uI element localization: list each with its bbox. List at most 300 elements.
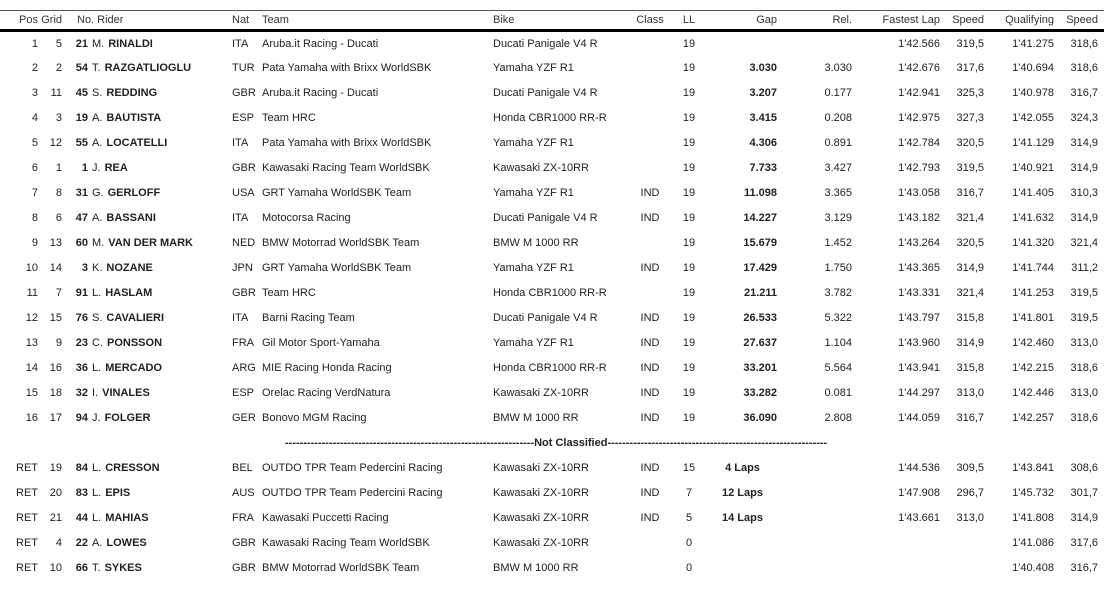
cell-gap: 4.306 xyxy=(749,137,777,149)
cell-pos: 10 xyxy=(25,262,38,274)
rider-initial: A. xyxy=(92,137,103,149)
cell-q_speed: 319,5 xyxy=(1070,312,1098,324)
cell-rider xyxy=(62,406,230,431)
cell-ll: 19 xyxy=(682,187,696,199)
cell-speed xyxy=(942,531,986,556)
cell-grid: 19 xyxy=(49,462,62,474)
cell-bike: Yamaha YZF R1 xyxy=(493,187,574,199)
cell-pos: 2 xyxy=(31,62,38,74)
col-header-team: Team xyxy=(262,14,289,26)
rider-initial: A. xyxy=(92,537,103,549)
cell-grid: 14 xyxy=(49,262,62,274)
cell-speed: 321,4 xyxy=(956,287,984,299)
cell-qualifying: 1'41.808 xyxy=(1012,512,1054,524)
cell-q_speed: 308,6 xyxy=(1070,462,1098,474)
cell-fastest_lap: 1'43.661 xyxy=(898,512,940,524)
cell-team: MIE Racing Honda Racing xyxy=(262,362,392,374)
cell-qualifying: 1'41.086 xyxy=(1012,537,1054,549)
table-row xyxy=(0,206,1104,231)
cell-speed: 314,9 xyxy=(956,337,984,349)
cell-speed: 314,9 xyxy=(956,262,984,274)
cell-q_speed: 301,7 xyxy=(1070,487,1098,499)
cell-rel: 1.750 xyxy=(824,262,852,274)
cell-q_speed: 313,0 xyxy=(1070,387,1098,399)
cell-ll: 19 xyxy=(682,312,696,324)
rider-surname: MERCADO xyxy=(105,362,163,374)
cell-rel: 1.452 xyxy=(824,237,852,249)
cell-bike: Yamaha YZF R1 xyxy=(493,62,574,74)
cell-rider xyxy=(62,206,230,231)
cell-q_speed: 314,9 xyxy=(1070,212,1098,224)
cell-class xyxy=(628,531,672,556)
cell-qualifying: 1'40.694 xyxy=(1012,62,1054,74)
cell-class xyxy=(628,106,672,131)
rider-number: 44 xyxy=(75,512,88,524)
cell-nat: FRA xyxy=(232,337,254,349)
cell-grid: 6 xyxy=(55,212,62,224)
cell-rider xyxy=(62,331,230,356)
cell-grid: 11 xyxy=(50,87,62,99)
cell-gap: 21.211 xyxy=(743,287,777,299)
cell-nat: ESP xyxy=(232,112,255,124)
cell-bike: Yamaha YZF R1 xyxy=(493,262,574,274)
rider-number: 94 xyxy=(75,412,88,424)
rider-surname: CAVALIERI xyxy=(106,312,165,324)
cell-team: Orelac Racing VerdNatura xyxy=(262,387,391,399)
rider-initial: L. xyxy=(92,487,102,499)
cell-gap: 26.533 xyxy=(743,312,777,324)
cell-grid: 3 xyxy=(55,112,62,124)
cell-team: Pata Yamaha with Brixx WorldSBK xyxy=(262,137,432,149)
rider-number: 23 xyxy=(75,337,88,349)
cell-rider xyxy=(62,181,230,206)
cell-grid: 2 xyxy=(55,62,62,74)
cell-pos: 9 xyxy=(31,237,38,249)
cell-q_speed: 318,6 xyxy=(1070,362,1098,374)
rider-number: 1 xyxy=(81,162,88,174)
cell-rel xyxy=(779,31,854,56)
table-header xyxy=(0,11,1104,31)
cell-speed: 316,7 xyxy=(956,412,984,424)
cell-team: BMW Motorrad WorldSBK Team xyxy=(262,562,420,574)
cell-q_speed: 321,4 xyxy=(1070,237,1098,249)
cell-qualifying: 1'41.253 xyxy=(1012,287,1054,299)
cell-rider xyxy=(62,281,230,306)
cell-speed xyxy=(942,556,986,581)
cell-nat: TUR xyxy=(232,62,255,74)
cell-qualifying: 1'42.257 xyxy=(1012,412,1054,424)
cell-qualifying: 1'41.129 xyxy=(1012,137,1054,149)
cell-ll: 19 xyxy=(682,212,696,224)
cell-team: Aruba.it Racing - Ducati xyxy=(262,87,379,99)
cell-class: IND xyxy=(640,337,660,349)
cell-rel: 3.427 xyxy=(824,162,852,174)
cell-fastest_lap xyxy=(854,556,942,581)
cell-team: Motocorsa Racing xyxy=(262,212,351,224)
cell-q_speed: 314,9 xyxy=(1070,512,1098,524)
rider-initial: L. xyxy=(92,462,102,474)
col-header-speed: Speed xyxy=(952,14,984,26)
cell-qualifying: 1'41.744 xyxy=(1012,262,1054,274)
cell-fastest_lap: 1'43.264 xyxy=(898,237,940,249)
cell-bike: Ducati Panigale V4 R xyxy=(493,87,598,99)
rider-initial: L. xyxy=(92,287,102,299)
rider-surname: GERLOFF xyxy=(107,187,161,199)
cell-team: Pata Yamaha with Brixx WorldSBK xyxy=(262,62,432,74)
cell-fastest_lap: 1'42.676 xyxy=(898,62,940,74)
cell-bike: Ducati Panigale V4 R xyxy=(493,212,598,224)
cell-class: IND xyxy=(640,187,660,199)
cell-ll: 19 xyxy=(682,362,696,374)
rider-surname: REDDING xyxy=(106,87,158,99)
cell-grid: 20 xyxy=(49,487,62,499)
cell-qualifying: 1'40.921 xyxy=(1012,162,1054,174)
cell-rel: 0.177 xyxy=(824,87,852,99)
cell-fastest_lap: 1'43.331 xyxy=(898,287,940,299)
cell-team: Kawasaki Puccetti Racing xyxy=(262,512,389,524)
cell-ll: 7 xyxy=(685,487,693,499)
rider-number: 47 xyxy=(75,212,88,224)
cell-speed: 313,0 xyxy=(956,387,984,399)
col-header-nat: Nat xyxy=(232,14,250,26)
cell-ll: 19 xyxy=(682,62,696,74)
cell-nat: GBR xyxy=(232,537,256,549)
cell-fastest_lap: 1'43.941 xyxy=(898,362,940,374)
col-header-speed-2: Speed xyxy=(1066,14,1098,26)
rider-number: 55 xyxy=(75,137,88,149)
cell-rel: 1.104 xyxy=(824,337,852,349)
cell-class xyxy=(628,231,672,256)
cell-pos: 7 xyxy=(31,187,38,199)
cell-bike: Honda CBR1000 RR-R xyxy=(493,112,607,124)
cell-rider xyxy=(62,256,230,281)
cell-speed: 325,3 xyxy=(956,87,984,99)
cell-ll: 5 xyxy=(685,512,693,524)
cell-rider xyxy=(62,56,230,81)
cell-pos: 13 xyxy=(25,337,38,349)
cell-qualifying: 1'41.405 xyxy=(1012,187,1054,199)
cell-bike: Kawasaki ZX-10RR xyxy=(493,537,589,549)
cell-rel xyxy=(779,456,854,481)
cell-q_speed: 318,6 xyxy=(1070,62,1098,74)
cell-team: GRT Yamaha WorldSBK Team xyxy=(262,187,412,199)
rider-initial: M. xyxy=(92,37,105,50)
not-classified-divider-row xyxy=(0,431,1104,456)
cell-pos: 3 xyxy=(31,87,38,99)
cell-bike: Kawasaki ZX-10RR xyxy=(493,512,589,524)
cell-ll: 19 xyxy=(682,237,696,249)
header-row xyxy=(0,11,1104,31)
cell-team: GRT Yamaha WorldSBK Team xyxy=(262,262,412,274)
cell-q_speed: 324,3 xyxy=(1070,112,1098,124)
cell-rel xyxy=(779,506,854,531)
col-header-gap: Gap xyxy=(756,14,777,26)
cell-fastest_lap: 1'42.975 xyxy=(898,112,940,124)
rider-initial: A. xyxy=(92,212,103,224)
cell-nat: ITA xyxy=(232,312,249,324)
cell-gap: 7.733 xyxy=(749,162,777,174)
cell-rel: 0.208 xyxy=(824,112,852,124)
cell-q_speed: 316,7 xyxy=(1070,87,1098,99)
cell-rider xyxy=(62,531,230,556)
cell-class xyxy=(628,31,672,56)
rider-initial: S. xyxy=(92,312,103,324)
col-header-pos: Pos xyxy=(19,14,38,26)
cell-ll: 19 xyxy=(682,137,696,149)
cell-rel: 3.030 xyxy=(824,62,852,74)
cell-class: IND xyxy=(640,362,660,374)
cell-nat: JPN xyxy=(232,262,253,274)
rider-initial: K. xyxy=(92,262,103,274)
table-row xyxy=(0,506,1104,531)
cell-nat: FRA xyxy=(232,512,254,524)
cell-grid: 7 xyxy=(55,287,62,299)
cell-rider xyxy=(62,81,230,106)
cell-qualifying: 1'42.215 xyxy=(1012,362,1054,374)
cell-bike: Ducati Panigale V4 R xyxy=(493,37,598,50)
cell-q_speed: 318,6 xyxy=(1070,37,1098,50)
cell-gap: 14 Laps xyxy=(722,512,763,524)
rider-surname: BASSANI xyxy=(106,212,156,224)
cell-grid: 1 xyxy=(55,162,62,174)
cell-gap: 4 Laps xyxy=(725,462,760,474)
cell-pos: RET xyxy=(16,512,38,524)
rider-initial: I. xyxy=(92,387,99,399)
cell-speed: 315,8 xyxy=(956,362,984,374)
cell-speed: 319,5 xyxy=(956,162,984,174)
cell-pos: 5 xyxy=(31,137,38,149)
cell-pos: RET xyxy=(16,562,38,574)
cell-rel xyxy=(779,531,854,556)
cell-team: OUTDO TPR Team Pedercini Racing xyxy=(262,487,443,499)
rider-surname: VINALES xyxy=(102,387,150,399)
cell-rider xyxy=(62,506,230,531)
cell-qualifying: 1'42.055 xyxy=(1012,112,1054,124)
cell-q_speed: 314,9 xyxy=(1070,137,1098,149)
rider-surname: LOWES xyxy=(106,537,147,549)
table-row xyxy=(0,356,1104,381)
cell-bike: Kawasaki ZX-10RR xyxy=(493,462,589,474)
cell-fastest_lap: 1'47.908 xyxy=(898,487,940,499)
cell-class: IND xyxy=(640,487,660,499)
cell-gap: 17.429 xyxy=(743,262,777,274)
cell-qualifying: 1'41.632 xyxy=(1012,212,1054,224)
cell-fastest_lap: 1'43.365 xyxy=(898,262,940,274)
cell-pos: 4 xyxy=(31,112,38,124)
cell-speed: 315,8 xyxy=(956,312,984,324)
rider-number: 36 xyxy=(75,362,88,374)
table-row xyxy=(0,331,1104,356)
rider-number: 32 xyxy=(75,387,88,399)
cell-qualifying: 1'41.801 xyxy=(1012,312,1054,324)
cell-gap: 3.030 xyxy=(749,62,777,74)
rider-initial: M. xyxy=(92,237,105,249)
cell-bike: Yamaha YZF R1 xyxy=(493,137,574,149)
cell-speed: 319,5 xyxy=(956,37,984,50)
cell-grid: 15 xyxy=(49,312,62,324)
table-row xyxy=(0,231,1104,256)
cell-gap: 15.679 xyxy=(743,237,777,249)
rider-surname: RINALDI xyxy=(108,37,153,50)
cell-gap: 12 Laps xyxy=(722,487,763,499)
cell-nat: GBR xyxy=(232,562,256,574)
cell-rel: 3.365 xyxy=(824,187,852,199)
cell-nat: GER xyxy=(232,412,256,424)
rider-initial: L. xyxy=(92,512,102,524)
cell-fastest_lap: 1'44.059 xyxy=(898,412,940,424)
cell-bike: Honda CBR1000 RR-R xyxy=(493,287,607,299)
cell-nat: GBR xyxy=(232,87,256,99)
cell-team: Team HRC xyxy=(262,112,316,124)
cell-rider xyxy=(62,31,230,56)
table-row xyxy=(0,156,1104,181)
cell-q_speed: 314,9 xyxy=(1070,162,1098,174)
cell-fastest_lap: 1'42.793 xyxy=(898,162,940,174)
cell-bike: Ducati Panigale V4 R xyxy=(493,312,598,324)
cell-class xyxy=(628,81,672,106)
rider-number: 45 xyxy=(75,87,88,99)
cell-team: Bonovo MGM Racing xyxy=(262,412,367,424)
table-row xyxy=(0,181,1104,206)
cell-ll: 19 xyxy=(682,112,696,124)
cell-gap: 33.282 xyxy=(743,387,777,399)
table-row xyxy=(0,81,1104,106)
cell-speed: 317,6 xyxy=(956,62,984,74)
cell-team: Gil Motor Sport-Yamaha xyxy=(262,337,380,349)
cell-qualifying: 1'41.320 xyxy=(1012,237,1054,249)
cell-ll: 0 xyxy=(685,537,693,549)
cell-grid: 4 xyxy=(55,537,62,549)
cell-rider xyxy=(62,306,230,331)
cell-qualifying: 1'43.841 xyxy=(1012,462,1054,474)
cell-speed: 309,5 xyxy=(956,462,984,474)
table-row xyxy=(0,556,1104,581)
cell-ll: 19 xyxy=(682,37,696,50)
cell-class: IND xyxy=(640,262,660,274)
cell-class xyxy=(628,281,672,306)
cell-ll: 19 xyxy=(682,412,696,424)
cell-qualifying: 1'45.732 xyxy=(1012,487,1054,499)
cell-gap xyxy=(706,31,779,56)
rider-number: 84 xyxy=(75,462,88,474)
cell-speed: 313,0 xyxy=(956,512,984,524)
cell-fastest_lap: 1'43.182 xyxy=(898,212,940,224)
cell-ll: 19 xyxy=(682,387,696,399)
cell-q_speed: 316,7 xyxy=(1070,562,1098,574)
cell-class xyxy=(628,131,672,156)
rider-number: 91 xyxy=(75,287,88,299)
cell-ll: 19 xyxy=(682,287,696,299)
cell-ll: 19 xyxy=(682,337,696,349)
cell-fastest_lap: 1'43.058 xyxy=(898,187,940,199)
cell-class: IND xyxy=(640,412,660,424)
cell-q_speed: 317,6 xyxy=(1070,537,1098,549)
rider-number: 21 xyxy=(75,37,88,50)
cell-class: IND xyxy=(640,462,660,474)
cell-rel xyxy=(779,556,854,581)
cell-q_speed: 310,3 xyxy=(1070,187,1098,199)
cell-rel: 5.564 xyxy=(824,362,852,374)
rider-surname: NOZANE xyxy=(106,262,153,274)
not-classified-divider: --------------------------------------------------------------------Not Classified------------------------------------------------------------ xyxy=(285,437,828,449)
cell-rider xyxy=(62,556,230,581)
rider-surname: LOCATELLI xyxy=(106,137,168,149)
rider-surname: FOLGER xyxy=(104,412,151,424)
cell-qualifying: 1'40.408 xyxy=(1012,562,1054,574)
cell-pos: 12 xyxy=(25,312,38,324)
table-row xyxy=(0,106,1104,131)
cell-ll: 19 xyxy=(682,87,696,99)
cell-nat: ITA xyxy=(232,37,249,50)
cell-rider xyxy=(62,131,230,156)
rider-number: 83 xyxy=(75,487,88,499)
cell-rel: 0.891 xyxy=(824,137,852,149)
cell-team: OUTDO TPR Team Pedercini Racing xyxy=(262,462,443,474)
rider-number: 31 xyxy=(75,187,88,199)
cell-grid: 17 xyxy=(49,412,62,424)
cell-rider xyxy=(62,231,230,256)
cell-speed: 320,5 xyxy=(956,137,984,149)
cell-fastest_lap: 1'42.784 xyxy=(898,137,940,149)
cell-fastest_lap: 1'44.297 xyxy=(898,387,940,399)
cell-grid: 18 xyxy=(49,387,62,399)
cell-team: BMW Motorrad WorldSBK Team xyxy=(262,237,420,249)
table-row xyxy=(0,306,1104,331)
table-row xyxy=(0,381,1104,406)
cell-fastest_lap: 1'43.960 xyxy=(898,337,940,349)
cell-fastest_lap xyxy=(854,531,942,556)
cell-qualifying: 1'40.978 xyxy=(1012,87,1054,99)
table-row xyxy=(0,56,1104,81)
cell-class xyxy=(628,56,672,81)
cell-nat: AUS xyxy=(232,487,255,499)
cell-gap: 3.207 xyxy=(749,87,777,99)
cell-bike: BMW M 1000 RR xyxy=(493,412,579,424)
cell-rel: 3.129 xyxy=(824,212,852,224)
cell-nat: ITA xyxy=(232,212,249,224)
cell-gap: 27.637 xyxy=(743,337,777,349)
cell-rider xyxy=(62,106,230,131)
cell-q_speed: 311,2 xyxy=(1071,262,1098,274)
col-header-class: Class xyxy=(636,14,664,26)
cell-grid: 13 xyxy=(49,237,62,249)
rider-surname: HASLAM xyxy=(105,287,153,299)
cell-gap: 14.227 xyxy=(743,212,777,224)
rider-surname: SYKES xyxy=(104,562,142,574)
cell-rider xyxy=(62,481,230,506)
rider-initial: C. xyxy=(92,337,103,349)
rider-number: 22 xyxy=(75,537,88,549)
table-row xyxy=(0,406,1104,431)
rider-number: 19 xyxy=(75,112,88,124)
rider-initial: J. xyxy=(92,412,101,424)
cell-team: Team HRC xyxy=(262,287,316,299)
cell-pos: 6 xyxy=(31,162,38,174)
cell-pos: 11 xyxy=(26,287,38,299)
cell-bike: Kawasaki ZX-10RR xyxy=(493,387,589,399)
cell-rel: 0.081 xyxy=(824,387,852,399)
cell-speed: 320,5 xyxy=(956,237,984,249)
cell-rider xyxy=(62,381,230,406)
cell-grid: 16 xyxy=(49,362,62,374)
cell-rider xyxy=(62,356,230,381)
cell-q_speed: 318,6 xyxy=(1070,412,1098,424)
rider-surname: REA xyxy=(104,162,128,174)
cell-speed: 296,7 xyxy=(956,487,984,499)
cell-speed: 321,4 xyxy=(956,212,984,224)
cell-rel xyxy=(779,481,854,506)
cell-grid: 12 xyxy=(49,137,62,149)
